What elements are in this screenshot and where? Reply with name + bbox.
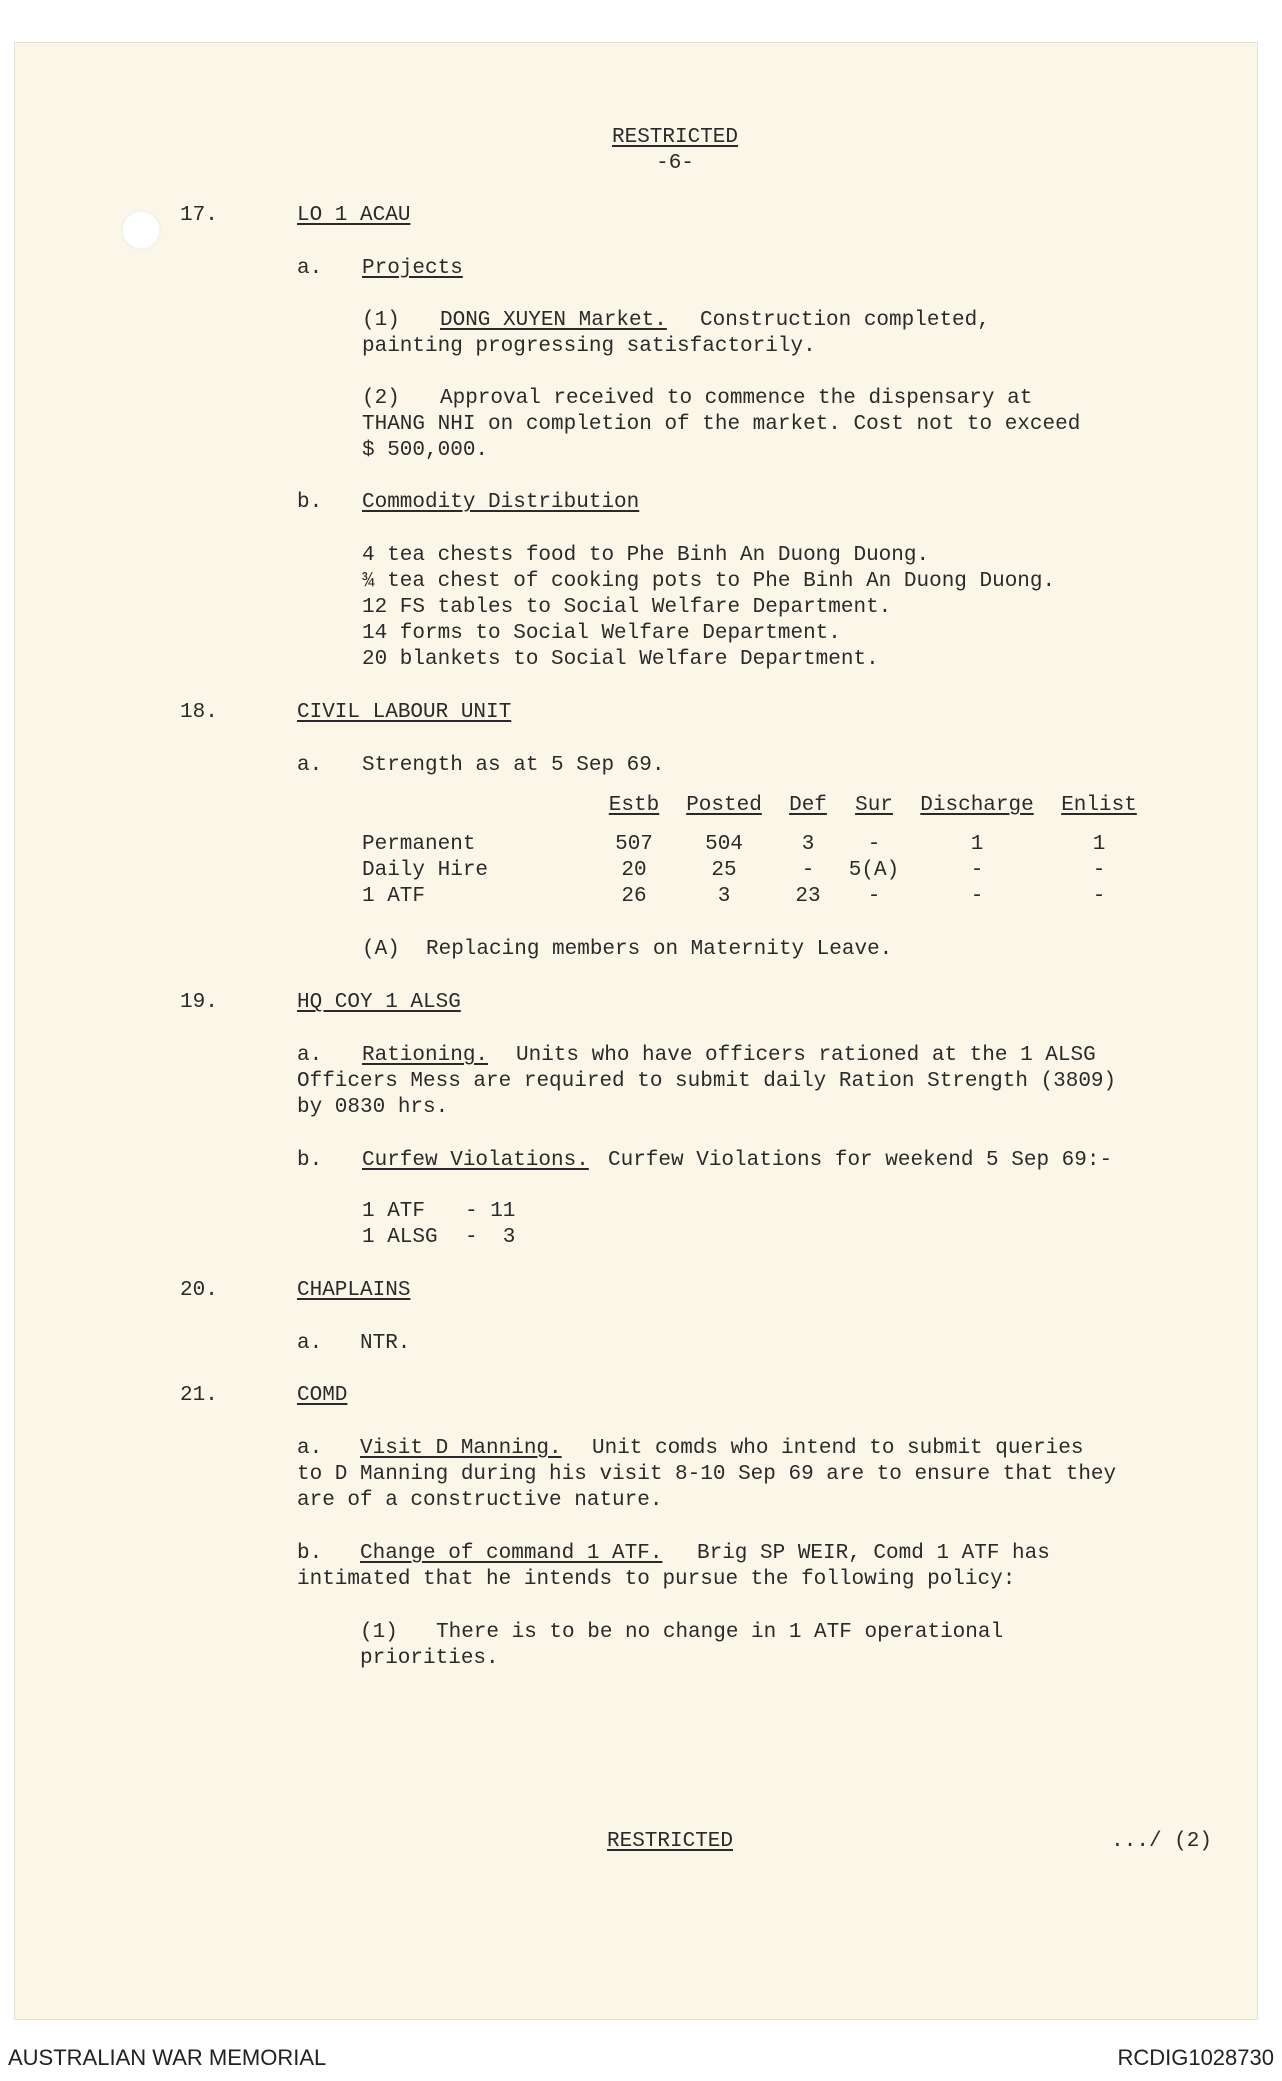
violation-unit-1-alsg: 1 ALSG — [362, 1226, 438, 1249]
s21-b-title: Change of command 1 ATF. — [360, 1542, 663, 1565]
page-number: -6- — [656, 152, 694, 175]
cell-dailyhire-estb: 20 — [621, 859, 647, 882]
s21-p1-line2: priorities. — [360, 1647, 499, 1670]
s18-note-mark: (A) — [362, 938, 400, 961]
col-header-def: Def — [789, 794, 827, 817]
cell-atf-posted: 3 — [717, 885, 731, 908]
violation-unit-1-atf: 1 ATF — [362, 1200, 426, 1223]
punch-hole — [121, 210, 161, 250]
s19-a-letter: a. — [297, 1044, 323, 1067]
header-classification: RESTRICTED — [611, 126, 739, 149]
cell-atf-sur: - — [867, 885, 881, 908]
col-header-enlist: Enlist — [1061, 794, 1137, 817]
s21-a-line3: are of a constructive nature. — [297, 1489, 663, 1512]
cell-dailyhire-def: - — [801, 859, 815, 882]
s17-p1-text: Construction completed, — [700, 309, 990, 332]
row-label-1-atf: 1 ATF — [362, 885, 426, 908]
cell-dailyhire-discharge: - — [970, 859, 984, 882]
row-label-daily-hire: Daily Hire — [362, 859, 489, 882]
cell-permanent-posted: 504 — [705, 833, 743, 856]
cell-atf-def: 23 — [795, 885, 821, 908]
s21-b-letter: b. — [297, 1542, 323, 1565]
s17-p2-line1: Approval received to commence the dispensary at — [440, 387, 1033, 410]
s21-a-letter: a. — [297, 1437, 323, 1460]
s21-a-line1: Unit comds who intend to submit queries — [592, 1437, 1084, 1460]
s19-a-title: Rationing. — [362, 1044, 489, 1067]
s20-title: CHAPLAINS — [297, 1279, 411, 1302]
s20-number: 20. — [180, 1279, 218, 1302]
s19-number: 19. — [180, 991, 218, 1014]
violation-count-1-alsg: - 3 — [465, 1226, 516, 1249]
s21-b-line1: Brig SP WEIR, Comd 1 ATF has — [697, 1542, 1050, 1565]
s19-b-text: Curfew Violations for weekend 5 Sep 69:- — [608, 1149, 1113, 1172]
s21-a-line2: to D Manning during his visit 8-10 Sep 69 are to ensure that they — [297, 1463, 1117, 1486]
s21-number: 21. — [180, 1384, 218, 1407]
archive-reference: RCDIG1028730 — [1117, 2045, 1274, 2070]
s17-number: 17. — [180, 204, 218, 227]
s18-note-text: Replacing members on Maternity Leave. — [426, 938, 893, 961]
row-label-permanent: Permanent — [362, 833, 476, 856]
footer-classification: RESTRICTED — [606, 1830, 734, 1853]
s17-p1-title: DONG XUYEN Market. — [440, 309, 667, 332]
cell-permanent-sur: - — [867, 833, 881, 856]
violation-count-1-atf: - 11 — [465, 1200, 516, 1223]
s17-item-4: 14 forms to Social Welfare Department. — [362, 622, 841, 645]
s17-p1-line2: painting progressing satisfactorily. — [362, 335, 816, 358]
cell-permanent-def: 3 — [801, 833, 815, 856]
s17-a-letter: a. — [297, 257, 323, 280]
s21-b-line2: intimated that he intends to pursue the following policy: — [297, 1568, 1016, 1591]
s17-p1-number: (1) — [362, 309, 400, 332]
s19-a-line2: Officers Mess are required to submit daily Ration Strength (3809) — [297, 1070, 1117, 1093]
s17-item-1: 4 tea chests food to Phe Binh An Duong Duong. — [362, 544, 930, 567]
s18-a-text: Strength as at 5 Sep 69. — [362, 754, 665, 777]
s17-b-title: Commodity Distribution — [362, 491, 640, 514]
s18-a-letter: a. — [297, 754, 323, 777]
cell-dailyhire-sur: 5(A) — [848, 859, 900, 882]
cell-atf-enlist: - — [1092, 885, 1106, 908]
s21-p1-number: (1) — [360, 1621, 398, 1644]
col-header-estb: Estb — [608, 794, 660, 817]
s17-title: LO 1 ACAU — [297, 204, 411, 227]
archive-source: AUSTRALIAN WAR MEMORIAL — [8, 2045, 327, 2070]
s21-title: COMD — [297, 1384, 348, 1407]
s21-p1-line1: There is to be no change in 1 ATF operational — [436, 1621, 1004, 1644]
col-header-sur: Sur — [855, 794, 893, 817]
s19-a-line3: by 0830 hrs. — [297, 1096, 449, 1119]
cell-dailyhire-posted: 25 — [711, 859, 737, 882]
s17-item-3: 12 FS tables to Social Welfare Department. — [362, 596, 892, 619]
cell-permanent-discharge: 1 — [970, 833, 984, 856]
s17-p2-line3: $ 500,000. — [362, 439, 489, 462]
cell-dailyhire-enlist: - — [1092, 859, 1106, 882]
s19-title: HQ COY 1 ALSG — [297, 991, 461, 1014]
s18-number: 18. — [180, 701, 218, 724]
col-header-discharge: Discharge — [920, 794, 1034, 817]
s17-p2-line2: THANG NHI on completion of the market. Cost not to exceed — [362, 413, 1081, 436]
s17-b-letter: b. — [297, 491, 323, 514]
cell-atf-discharge: - — [970, 885, 984, 908]
s20-a-letter: a. — [297, 1332, 323, 1355]
cell-atf-estb: 26 — [621, 885, 647, 908]
s17-a-title: Projects — [362, 257, 463, 280]
cell-permanent-enlist: 1 — [1092, 833, 1106, 856]
s17-item-5: 20 blankets to Social Welfare Department. — [362, 648, 879, 671]
s17-item-2: ¾ tea chest of cooking pots to Phe Binh An Duong Duong. — [362, 570, 1056, 593]
s19-b-title: Curfew Violations. — [362, 1149, 589, 1172]
col-header-posted: Posted — [686, 794, 762, 817]
cell-permanent-estb: 507 — [615, 833, 653, 856]
s21-a-title: Visit D Manning. — [360, 1437, 562, 1460]
s19-a-line1: Units who have officers rationed at the 1 ALSG — [516, 1044, 1096, 1067]
s17-p2-number: (2) — [362, 387, 400, 410]
continuation-marker: .../ (2) — [1111, 1830, 1212, 1853]
s18-title: CIVIL LABOUR UNIT — [297, 701, 512, 724]
s19-b-letter: b. — [297, 1149, 323, 1172]
s20-a-text: NTR. — [360, 1332, 411, 1355]
